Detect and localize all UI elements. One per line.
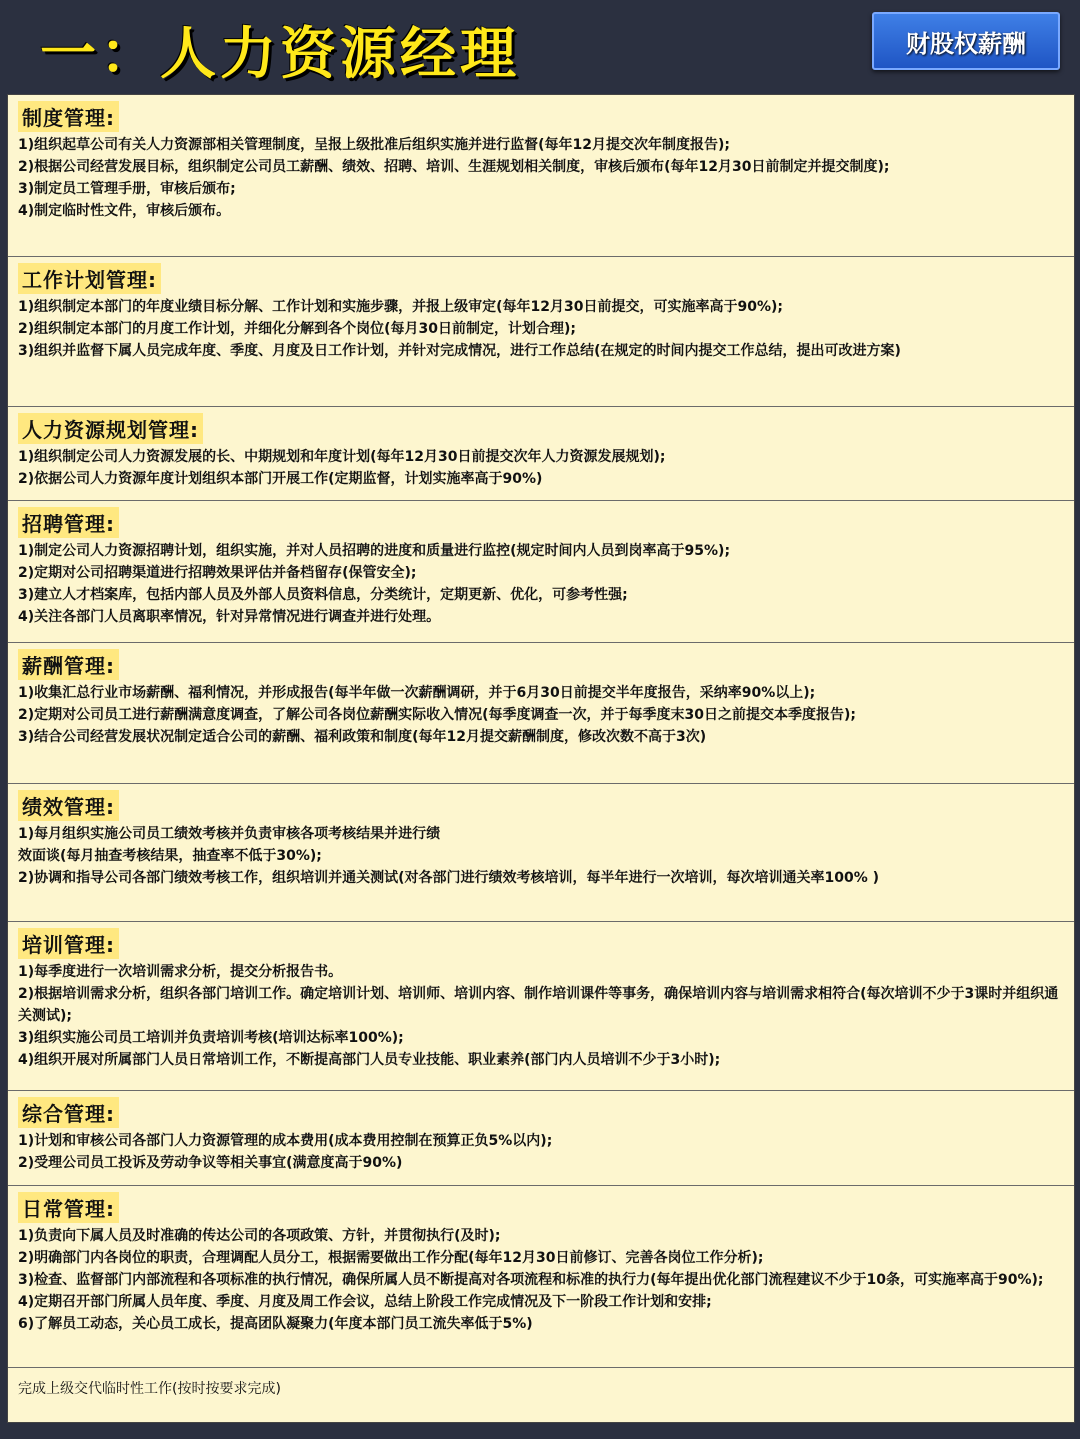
list-item: 1)组织起草公司有关人力资源部相关管理制度，呈报上级批准后组织实施并进行监督(每年12月提交次年制度报告);: [18, 137, 731, 153]
list-item: 1)负责向下属人员及时准确的传达公司的各项政策、方针，并贯彻执行(及时);: [18, 1228, 501, 1244]
list-item: 3)组织并监督下属人员完成年度、季度、月度及日工作计划，并针对完成情况，进行工作总结(在规定的时间内提交工作总结，提出可改进方案): [18, 343, 901, 359]
list-item: 2)组织制定本部门的月度工作计划，并细化分解到各个岗位(每月30日前制定，计划合理);: [18, 321, 577, 337]
list-item: 效面谈(每月抽查考核结果，抽查率不低于30%);: [18, 848, 322, 864]
list-item: 4)关注各部门人员离职率情况，针对异常情况进行调查并进行处理。: [18, 609, 441, 625]
list-item: 2)明确部门内各岗位的职责，合理调配人员分工，根据需要做出工作分配(每年12月30日前修订、完善各岗位工作分析);: [18, 1250, 764, 1266]
section-title: 人力资源规划管理:: [18, 413, 203, 444]
section-compensation: [8, 643, 1074, 784]
list-item: 2)根据培训需求分析，组织各部门培训工作。确定培训计划、培训师、培训内容、制作培训课件等事务，确保培训内容与培训需求相符合(每次培训不少于3课时并组织通关测试);: [18, 986, 1059, 1024]
list-item: 2)依据公司人力资源年度计划组织本部门开展工作(定期监督，计划实施率高于90%): [18, 471, 543, 487]
list-item: 4)制定临时性文件，审核后颁布。: [18, 203, 231, 219]
section-title: 绩效管理:: [18, 790, 119, 821]
section-title: 培训管理:: [18, 928, 119, 959]
list-item: 1)制定公司人力资源招聘计划，组织实施，并对人员招聘的进度和质量进行监控(规定时间内人员到岗率高于95%);: [18, 543, 731, 559]
section-title: 制度管理:: [18, 101, 119, 132]
footer-note: 完成上级交代临时性工作(按时按要求完成): [18, 1381, 281, 1397]
list-item: 4)组织开展对所属部门人员日常培训工作，不断提高部门人员专业技能、职业素养(部门内人员培训不少于3小时);: [18, 1052, 721, 1068]
section-title: 招聘管理:: [18, 507, 119, 538]
list-item: 4)定期召开部门所属人员年度、季度、月度及周工作会议，总结上阶段工作完成情况及下一阶段工作计划和安排;: [18, 1294, 712, 1310]
list-item: 1)每月组织实施公司员工绩效考核并负责审核各项考核结果并进行绩: [18, 826, 441, 842]
list-item: 2)定期对公司员工进行薪酬满意度调查，了解公司各岗位薪酬实际收入情况(每季度调查一次，并于每季度末30日之前提交本季度报告);: [18, 707, 857, 723]
list-item: 3)组织实施公司员工培训并负责培训考核(培训达标率100%);: [18, 1030, 404, 1046]
section-title: 综合管理:: [18, 1097, 119, 1128]
list-item: 2)协调和指导公司各部门绩效考核工作，组织培训并通关测试(对各部门进行绩效考核培训，每半年进行一次培训，每次培训通关率100% ): [18, 870, 880, 886]
section-system-management: [8, 95, 1074, 257]
list-item: 3)结合公司经营发展状况制定适合公司的薪酬、福利政策和制度(每年12月提交薪酬制度，修改次数不高于3次): [18, 729, 707, 745]
section-title: 薪酬管理:: [18, 649, 119, 680]
section-work-plan: [8, 257, 1074, 407]
section-training: [8, 922, 1074, 1091]
list-item: 3)检查、监督部门内部流程和各项标准的执行情况，确保所属人员不断提高对各项流程和标准的执行力(每年提出优化部门流程建议不少于10条，可实施率高于90%);: [18, 1272, 1044, 1288]
brand-badge: 财股权薪酬: [872, 12, 1060, 70]
list-item: 3)制定员工管理手册，审核后颁布;: [18, 181, 236, 197]
section-general-management: [8, 1091, 1074, 1186]
list-item: 2)受理公司员工投诉及劳动争议等相关事宜(满意度高于90%): [18, 1155, 403, 1171]
list-item: 1)计划和审核公司各部门人力资源管理的成本费用(成本费用控制在预算正负5%以内);: [18, 1133, 553, 1149]
list-item: 2)根据公司经营发展目标，组织制定公司员工薪酬、绩效、招聘、培训、生涯规划相关制度，审核后颁布(每年12月30日前制定并提交制度);: [18, 159, 890, 175]
section-performance: [8, 784, 1074, 922]
section-recruitment: [8, 501, 1074, 643]
list-item: 1)组织制定本部门的年度业绩目标分解、工作计划和实施步骤，并报上级审定(每年12月30日前提交，可实施率高于90%);: [18, 299, 784, 315]
list-item: 1)组织制定公司人力资源发展的长、中期规划和年度计划(每年12月30日前提交次年人力资源发展规划);: [18, 449, 666, 465]
section-daily-management: [8, 1186, 1074, 1368]
page-header: [0, 0, 1080, 94]
section-title: 日常管理:: [18, 1192, 119, 1223]
list-item: 6)了解员工动态，关心员工成长，提高团队凝聚力(年度本部门员工流失率低于5%): [18, 1316, 533, 1332]
list-item: 1)每季度进行一次培训需求分析，提交分析报告书。: [18, 964, 343, 980]
list-item: 3)建立人才档案库，包括内部人员及外部人员资料信息，分类统计，定期更新、优化，可参考性强;: [18, 587, 628, 603]
list-item: 1)收集汇总行业市场薪酬、福利情况，并形成报告(每半年做一次薪酬调研，并于6月30日前提交半年度报告，采纳率90%以上);: [18, 685, 816, 701]
section-title: 工作计划管理:: [18, 263, 161, 294]
page-title: 一：人力资源经理: [40, 22, 520, 87]
document-body: [7, 94, 1075, 1423]
section-hr-planning: [8, 407, 1074, 501]
list-item: 2)定期对公司招聘渠道进行招聘效果评估并备档留存(保管安全);: [18, 565, 417, 581]
